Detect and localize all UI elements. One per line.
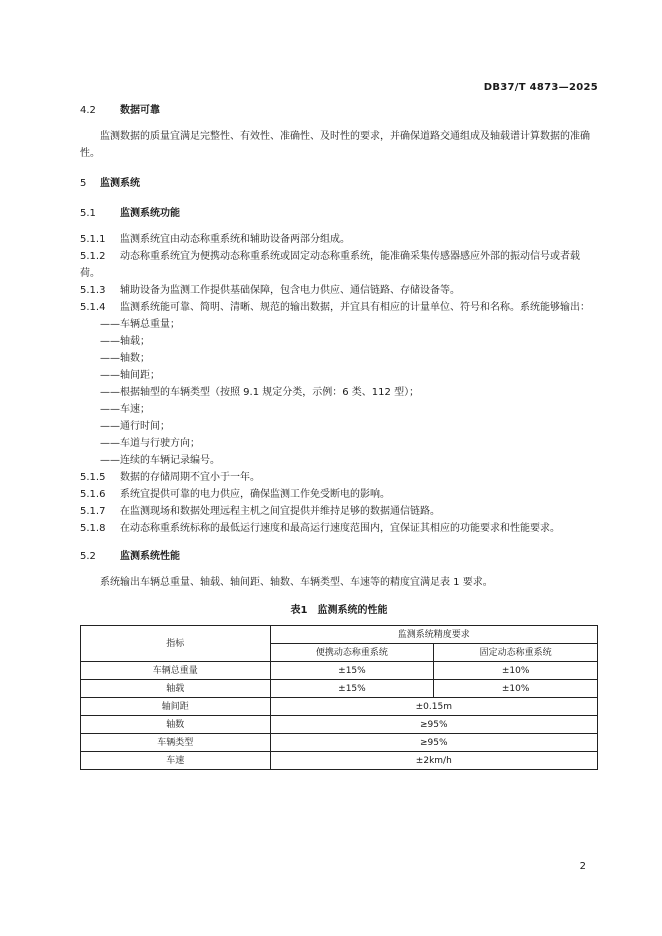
output-list-item: ——根据轴型的车辆类型（按照 9.1 规定分类，示例：6 类、112 型）； [100,387,420,398]
clause-text: 数据的存储周期不宜小于一年。 [120,472,260,483]
table-row [81,734,598,752]
clause-text: 动态称重系统宜为便携动态称重系统或固定动态称重系统，能准确采集传感器感应外部的振动信号或者载荷。 [80,251,580,279]
table-header-row [81,626,598,644]
header-fixed: 固定动态称重系统 [434,644,598,662]
section-title: 数据可靠 [120,105,160,116]
clause-5-1-5 [80,469,598,486]
section-number: 5.2 [80,551,96,562]
clause-text: 监测系统宜由动态称重系统和辅助设备两部分组成。 [120,234,350,245]
row-name: 车速 [81,752,271,770]
row-name: 轴数 [81,716,271,734]
clause-5-1-4 [80,299,598,316]
table-row [81,698,598,716]
row-value: ≥95% [270,716,597,734]
section-title: 监测系统性能 [120,551,180,562]
output-list-item: ——通行时间； [100,421,170,432]
section-number: 5.1 [80,208,96,219]
output-list-item: ——车速； [100,404,150,415]
output-list-item: ——车道与行驶方向； [100,438,200,449]
section-4-2-paragraph: 监测数据的质量宜满足完整性、有效性、准确性、及时性的要求，并确保道路交通组成及轴载谱计算数据的准确性。 [80,131,590,159]
row-name: 轴载 [81,680,271,698]
section-number: 4.2 [80,105,96,116]
chapter-title: 监测系统 [100,178,140,189]
clause-number: 5.1.3 [80,285,106,296]
header-portable: 便携动态称重系统 [270,644,434,662]
header-accuracy-group: 监测系统精度要求 [270,626,597,644]
row-portable-value: ±15% [270,662,434,680]
clause-text: 监测系统能可靠、简明、清晰、规范的输出数据，并宜具有相应的计量单位、符号和名称。系统能够输出： [120,302,590,313]
row-portable-value: ±15% [270,680,434,698]
clause-text: 系统宜提供可靠的电力供应，确保监测工作免受断电的影响。 [120,489,390,500]
row-value: ±2km/h [270,752,597,770]
row-name: 车辆类型 [81,734,271,752]
table-row [81,716,598,734]
clause-number: 5.1.1 [80,234,106,245]
chapter-number: 5 [80,178,87,189]
output-list-item: ——轴数； [100,353,150,364]
section-4-2-heading [80,102,598,119]
table-row [81,662,598,680]
table-row [81,680,598,698]
output-list-item: ——连续的车辆记录编号。 [100,455,220,466]
section-title: 监测系统功能 [120,208,180,219]
clause-5-1-2 [80,248,598,282]
section-5-1-heading [80,205,598,222]
row-fixed-value: ±10% [434,680,598,698]
clause-5-1-1 [80,231,598,248]
clause-5-1-6 [80,486,598,503]
output-list-item: ——车辆总重量； [100,319,180,330]
page-number: 2 [579,861,586,872]
clause-number: 5.1.7 [80,506,106,517]
table-caption: 表1 监测系统的性能 [290,605,388,616]
output-list-item: ——轴载； [100,336,150,347]
clause-number: 5.1.8 [80,523,106,534]
row-name: 车辆总重量 [81,662,271,680]
clause-5-1-8 [80,520,598,537]
clause-number: 5.1.2 [80,251,106,262]
clause-5-1-7 [80,503,598,520]
document-code: DB37/T 4873—2025 [483,82,598,93]
performance-table [80,625,598,770]
clause-text: 辅助设备为监测工作提供基础保障，包含电力供应、通信链路、存储设备等。 [120,285,460,296]
page-content [80,102,598,770]
header-indicator: 指标 [81,626,271,662]
output-list-item: ——轴间距； [100,370,160,381]
clause-text: 在动态称重系统标称的最低运行速度和最高运行速度范围内，宜保证其相应的功能要求和性能要求。 [120,523,560,534]
clause-number: 5.1.5 [80,472,106,483]
row-value: ±0.15m [270,698,597,716]
clause-number: 5.1.6 [80,489,106,500]
clause-5-1-3 [80,282,598,299]
clause-number: 5.1.4 [80,302,106,313]
chapter-5-heading [80,175,598,192]
clause-text: 在监测现场和数据处理远程主机之间宜提供并维持足够的数据通信链路。 [120,506,440,517]
row-value: ≥95% [270,734,597,752]
table-row [81,752,598,770]
row-name: 轴间距 [81,698,271,716]
section-5-2-heading [80,548,598,565]
row-fixed-value: ±10% [434,662,598,680]
section-5-2-paragraph: 系统输出车辆总重量、轴载、轴间距、轴数、车辆类型、车速等的精度宜满足表 1 要求。 [100,577,493,588]
